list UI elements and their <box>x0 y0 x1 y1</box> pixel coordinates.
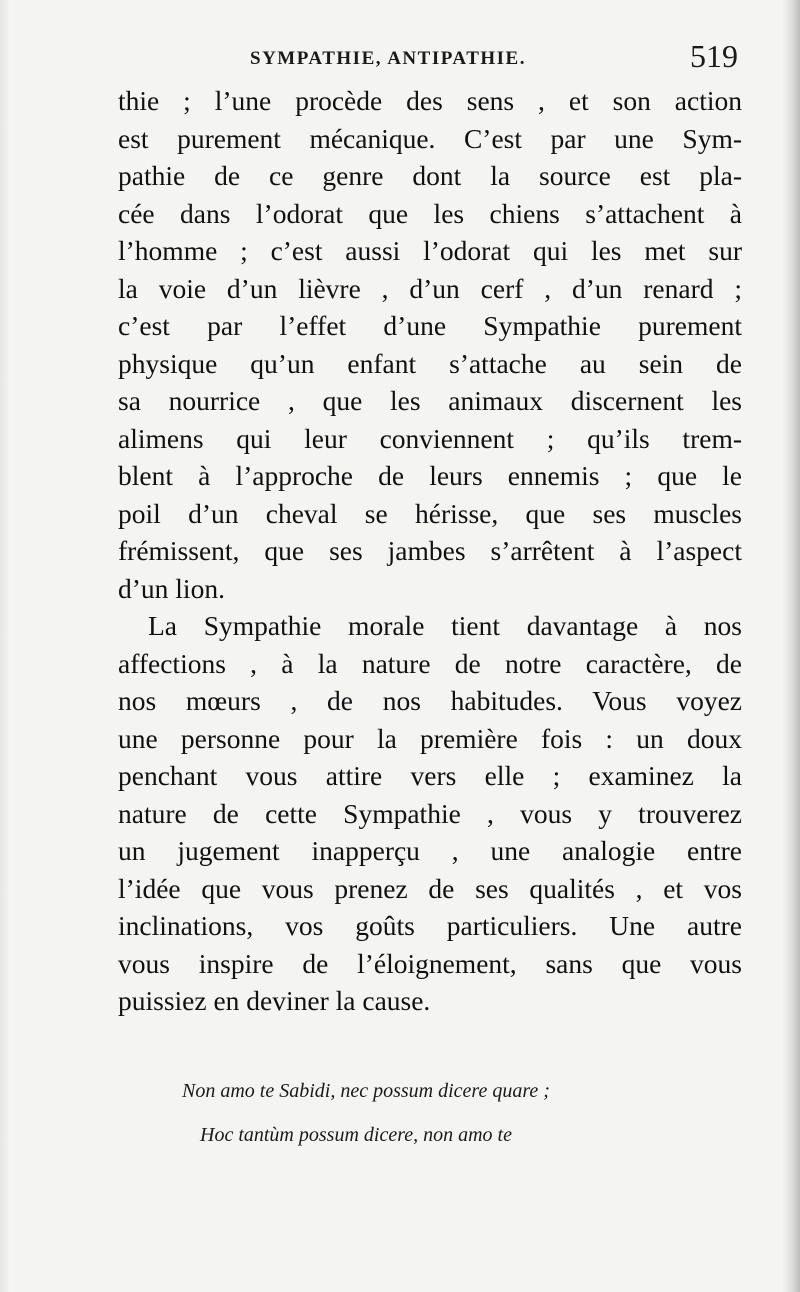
page-number: 519 <box>690 38 738 74</box>
text-line: inclinations, vos goûts particuliers. Une autre <box>118 910 742 941</box>
text-line: frémissent, que ses jambes s’arrêtent à l’aspect <box>118 535 742 566</box>
text-line-paragraph-start: La Sympathie morale tient davantage à nos <box>148 610 742 641</box>
text-line: sa nourrice , que les animaux discernent les <box>118 385 742 416</box>
text-line: nos mœurs , de nos habitudes. Vous voyez <box>118 685 742 716</box>
quote-line: Hoc tantùm possum dicere, non amo te <box>200 1124 512 1146</box>
text-line: alimens qui leur conviennent ; qu’ils trem- <box>118 422 742 454</box>
text-line: vous inspire de l’éloignement, sans que vous <box>118 947 742 979</box>
page-header <box>0 38 800 78</box>
text-line: est purement mécanique. C’est par une Sym- <box>118 122 742 154</box>
quote-line: Non amo te Sabidi, nec possum dicere quare ; <box>182 1080 550 1102</box>
text-line: l’homme ; c’est aussi l’odorat qui les met sur <box>118 235 742 266</box>
text-line: affections , à la nature de notre caractère, de <box>118 647 742 679</box>
body-text <box>118 82 742 1020</box>
text-line: penchant vous attire vers elle ; examinez la <box>118 760 742 791</box>
text-line: physique qu’un enfant s’attache au sein de <box>118 347 742 379</box>
text-line: cée dans l’odorat que les chiens s’attachent à <box>118 197 742 229</box>
text-line: nature de cette Sympathie , vous y trouverez <box>118 797 742 829</box>
text-line: la voie d’un lièvre , d’un cerf , d’un renard ; <box>118 272 742 304</box>
text-line: une personne pour la première fois : un doux <box>118 722 742 754</box>
page-gutter-shadow <box>0 0 10 1292</box>
text-line: un jugement inapperçu , une analogie entre <box>118 835 742 866</box>
running-head: SYMPATHIE, ANTIPATHIE. <box>250 48 526 69</box>
text-line: blent à l’approche de leurs ennemis ; que le <box>118 460 742 491</box>
text-line: thie ; l’une procède des sens , et son action <box>118 85 742 116</box>
page-edge-shadow <box>782 0 800 1292</box>
text-line: l’idée que vous prenez de ses qualités , et vos <box>118 872 742 904</box>
text-line: c’est par l’effet d’une Sympathie purement <box>118 310 742 341</box>
text-line-paragraph-end: d’un lion. <box>118 572 225 604</box>
text-line: poil d’un cheval se hérisse, que ses muscles <box>118 497 742 529</box>
text-line-paragraph-end: puissiez en deviner la cause. <box>118 985 431 1016</box>
text-line: pathie de ce genre dont la source est pla- <box>118 160 742 191</box>
